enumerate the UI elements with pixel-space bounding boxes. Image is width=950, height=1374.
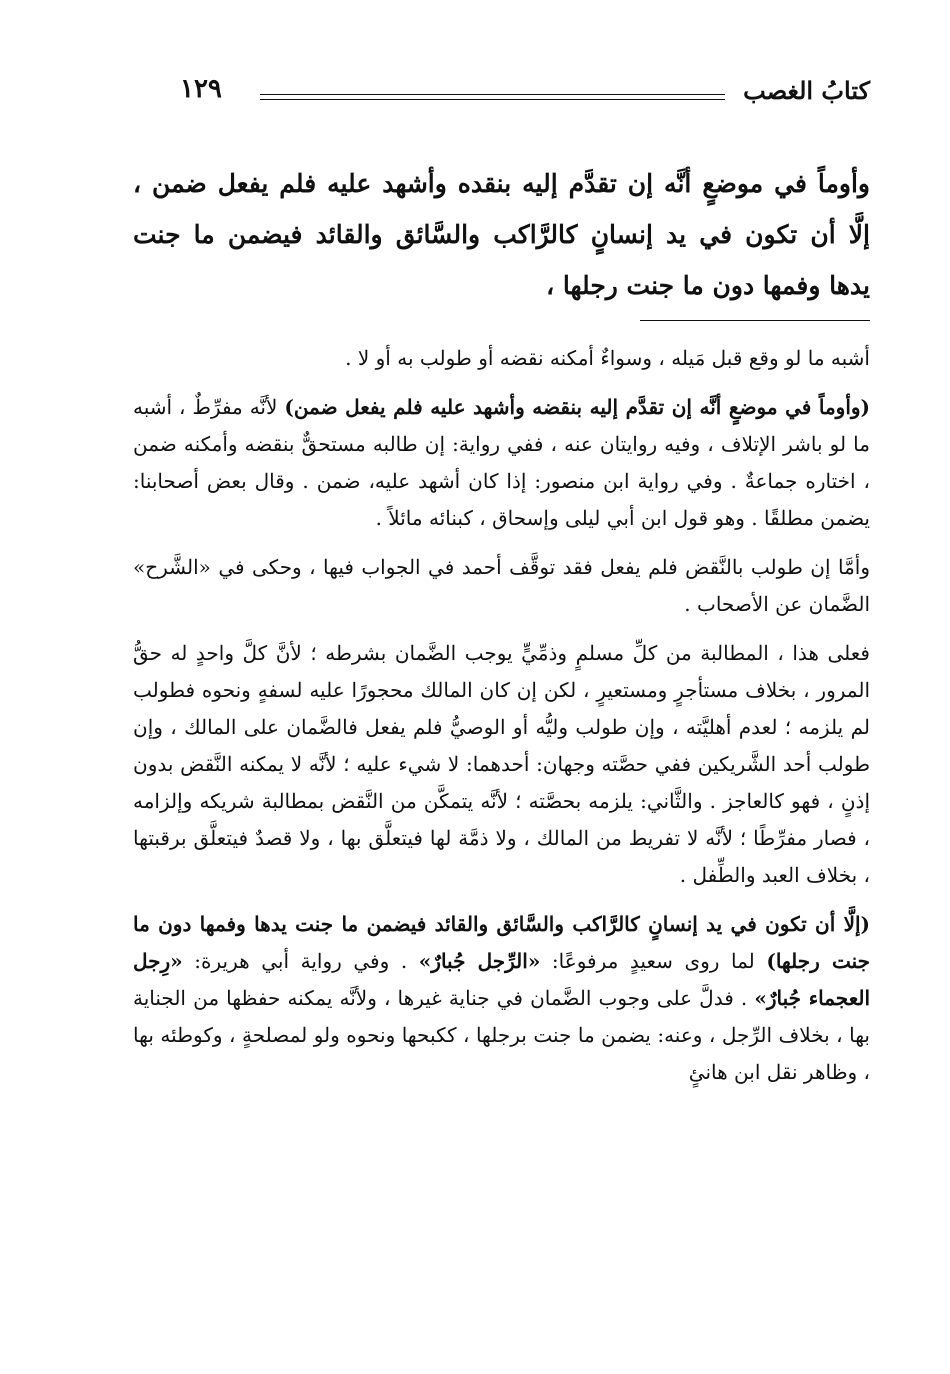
quoted-text: (إلَّا أن تكون في يد إنسانٍ كالرَّاكب والسَّائق والقائد فيضمن ما جنت يدها وفمها دون ما جنت رجلها) [133, 912, 871, 973]
commentary-paragraph [133, 906, 870, 1091]
hadith-quote: «الرِّجل جُبارٌ» [418, 949, 541, 973]
main-text: وأوماً في موضعٍ أنَّه إن تقدَّم إليه بنقده وأشهد عليه فلم يفعل ضمن ، إلَّا أن تكون في يد إنسانٍ كالرَّاكب والسَّائق والقائد فيضمن ما جنت يدها وفمها دون ما جنت رجلها ، [133, 169, 870, 300]
separator-rule [640, 320, 870, 321]
commentary-paragraph: أشبه ما لو وقع قبل مَيله ، وسواءٌ أمكنه نقضه أو طولب به أو لا . [345, 346, 870, 370]
commentary-text: لأنَّه مفرِّطٌ ، أشبه ما لو باشر الإتلاف ، وفيه روايتان عنه ، ففي رواية: إن طالبه مستحقٌّ بنقضه وأمكنه ضمن ، اختاره جماعةٌ . وفي رواية ابن منصور: إذا كان أشهد عليه، ضمن . وقال بعض أصحابنا: يضمن مطلقًا . وهو قول ابن أبي ليلى وإسحاق ، كبنائه مائلاً . [133, 395, 870, 530]
commentary-paragraph: فعلى هذا ، المطالبة من كلِّ مسلمٍ وذمِّيٍّ يوجب الضَّمان بشرطه ؛ لأنَّ كلَّ واحدٍ له حقُّ المرور ، بخلاف مستأجرٍ ومستعيرٍ ، لكن إن كان المالك محجورًا عليه لسفهٍ ونحوه فطولب لم يلزمه ؛ لعدم أهليَّته ، وإن طولب وليُّه أو الوصيُّ فلم يفعل فالضَّمان على المالك ، وإن طولب أحد الشَّريكين ففي حصَّته وجهان: أحدهما: لا شيء عليه ؛ لأنَّه لا يمكنه النَّقض بدون إذنٍ ، فهو كالعاجز . والثَّاني: يلزمه بحصَّته ؛ لأنَّه يتمكَّن من النَّقض بمطالبة شريكه وإلزامه ، فصار مفرِّطًا ؛ لأنَّه لا تفريط من المالك ، ولا ذمَّة لها فيتعلَّق بها ، ولا قصدٌ فيتعلَّق برقبتها ، بخلاف العبد والطِّفل . [133, 641, 870, 887]
quoted-text: (وأوماً في موضعٍ أنَّه إن تقدَّم إليه بنقضه وأشهد عليه فلم يفعل ضمن) [284, 395, 871, 419]
hadith-quote: «رِجل العجماء جُبارٌ» [133, 949, 871, 1010]
commentary-paragraph: وأمَّا إن طولب بالنَّقض فلم يفعل فقد توقَّف أحمد في الجواب فيها ، وحكى في «الشَّرح» الضَّمان عن الأصحاب . [133, 555, 870, 616]
commentary-paragraph [133, 389, 870, 537]
commentary-text: لما روى سعيدٍ مرفوعًا: [540, 949, 767, 973]
page-number: ١٢٩ [180, 74, 222, 104]
running-header [180, 72, 870, 116]
commentary-text: . وفي رواية أبي هريرة: [182, 949, 419, 973]
header-rule [260, 94, 725, 100]
chapter-title: كتابُ الغصب [743, 76, 870, 105]
commentary-text: . فدلَّ على وجوب الضَّمان في جناية غيرها ، ولأنَّه يمكنه حفظها من الجناية بها ، بخلاف الرِّجل ، وعنه: يضمن ما جنت برجلها ، ككبحها ونحوه ولو لمصلحةٍ ، وكوطئه بها ، وظاهر نقل ابن هانئٍ [133, 986, 870, 1084]
commentary [133, 340, 870, 1103]
